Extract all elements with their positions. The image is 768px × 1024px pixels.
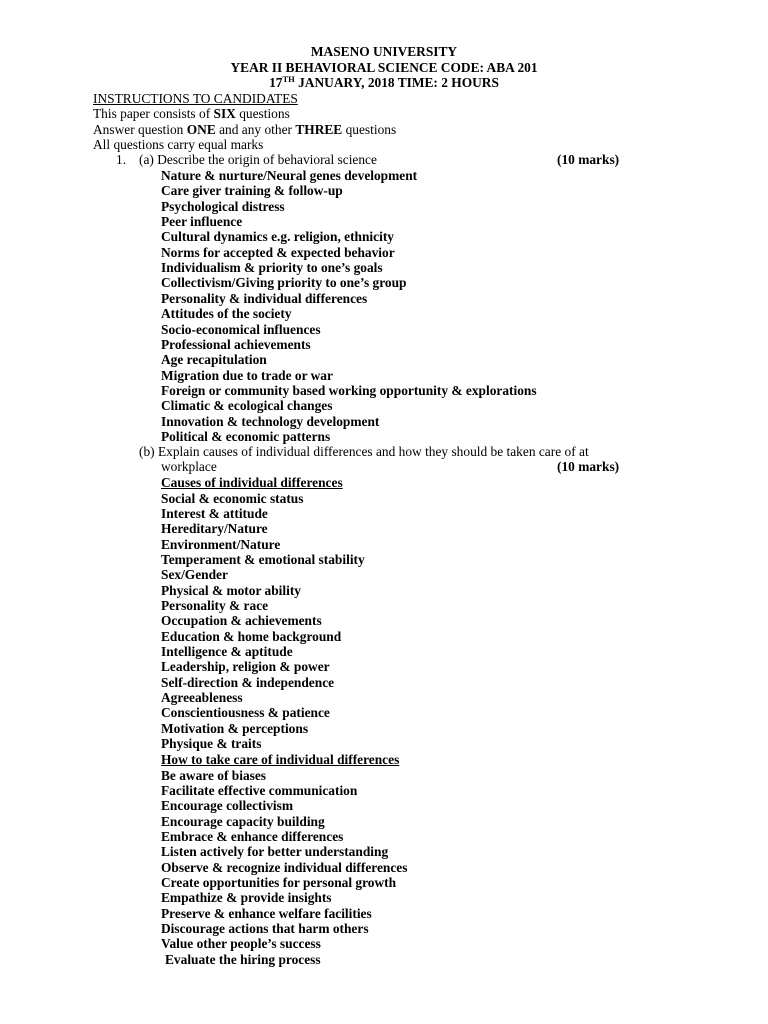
list-item: Be aware of biases — [161, 767, 267, 783]
instruction-bold: SIX — [213, 106, 236, 121]
list-item: Create opportunities for personal growth — [161, 875, 397, 890]
list-item-last: Evaluate the hiring process — [165, 952, 321, 967]
list-item: Socio-economical influences — [161, 321, 321, 337]
date-day: 17 — [269, 75, 283, 90]
question-1b-text: (b) Explain causes of individual differences and how they should be taken care of at — [139, 444, 589, 459]
list-item: Temperament & emotional stability — [161, 551, 365, 567]
question-1a-text: (a) Describe the origin of behavioral science — [139, 152, 377, 167]
care-heading: How to take care of individual differences — [161, 752, 400, 767]
list-item: Interest & attitude — [161, 505, 268, 521]
list-item: Conscientiousness & patience — [161, 705, 330, 721]
list-item: Intelligence & aptitude — [161, 644, 293, 659]
list-item: Self-direction & independence — [161, 674, 335, 690]
list-item: Discourage actions that harm others — [161, 921, 369, 936]
date-superscript: TH — [282, 74, 295, 84]
instructions-heading: INSTRUCTIONS TO CANDIDATES — [93, 91, 298, 106]
list-item: Hereditary/Nature — [161, 521, 268, 537]
list-item: Innovation & technology development — [161, 413, 380, 429]
list-item: Empathize & provide insights — [161, 890, 332, 906]
question-1b-text-cont: workplace — [161, 459, 217, 474]
list-item: Motivation & perceptions — [161, 720, 309, 736]
list-item: Political & economic patterns — [161, 428, 331, 444]
list-item: Attitudes of the society — [161, 306, 292, 322]
list-item: Care giver training & follow-up — [161, 183, 343, 199]
date-rest: JANUARY, 2018 TIME: 2 HOURS — [294, 75, 499, 90]
instruction-text: This paper consists of — [93, 106, 214, 121]
causes-heading: Causes of individual differences — [161, 475, 343, 490]
list-item: Embrace & enhance differences — [161, 828, 344, 844]
instruction-answer-questions — [93, 122, 396, 137]
date-time-line — [0, 75, 768, 90]
instruction-text: questions — [342, 122, 397, 137]
list-item: Nature & nurture/Neural genes development — [161, 168, 418, 183]
course-line: YEAR II BEHAVIORAL SCIENCE CODE: ABA 201 — [230, 60, 538, 75]
list-item: Physique & traits — [161, 736, 262, 752]
list-item: Psychological distress — [161, 198, 285, 214]
list-item: Physical & motor ability — [161, 582, 301, 598]
list-item: Migration due to trade or war — [161, 367, 333, 383]
list-item: Leadership, religion & power — [161, 659, 330, 675]
question-1b-marks: (10 marks) — [557, 459, 620, 474]
list-item: Peer influence — [161, 214, 243, 230]
list-item: Preserve & enhance welfare facilities — [161, 905, 372, 921]
list-item: Social & economic status — [161, 490, 304, 506]
list-item: Collectivism/Giving priority to one’s group — [161, 275, 407, 291]
list-item: Professional achievements — [161, 336, 311, 352]
list-item: Foreign or community based working opportunity & explorations — [161, 382, 537, 398]
list-item: Personality & race — [161, 598, 269, 613]
question-1a-marks: (10 marks) — [557, 152, 620, 167]
list-item: Age recapitulation — [161, 352, 267, 368]
instruction-text: Answer question — [93, 122, 187, 137]
list-item: Encourage collectivism — [161, 798, 294, 814]
list-item: Listen actively for better understanding — [161, 844, 389, 860]
instruction-equal-marks: All questions carry equal marks — [93, 137, 264, 152]
list-item: Personality & individual differences — [161, 290, 368, 306]
instruction-text: and any other — [215, 122, 296, 137]
list-item: Observe & recognize individual differences — [161, 859, 408, 875]
question-number: 1. — [116, 152, 127, 167]
instruction-text: questions — [235, 106, 290, 121]
list-item: Environment/Nature — [161, 536, 281, 552]
university-title: MASENO UNIVERSITY — [310, 44, 458, 59]
instruction-bold: ONE — [186, 122, 216, 137]
list-item: Agreeableness — [161, 690, 243, 705]
instruction-bold: THREE — [295, 122, 343, 137]
list-item: Occupation & achievements — [161, 613, 322, 629]
list-item: Encourage capacity building — [161, 813, 325, 829]
list-item: Education & home background — [161, 628, 342, 644]
list-item: Norms for accepted & expected behavior — [161, 244, 395, 260]
list-item: Value other people’s success — [161, 936, 321, 952]
list-item: Climatic & ecological changes — [161, 398, 333, 414]
list-item: Individualism & priority to one’s goals — [161, 260, 383, 276]
list-item: Facilitate effective communication — [161, 782, 358, 798]
instruction-six-questions — [93, 106, 290, 121]
list-item: Cultural dynamics e.g. religion, ethnicity — [161, 229, 394, 245]
list-item: Sex/Gender — [161, 567, 228, 583]
